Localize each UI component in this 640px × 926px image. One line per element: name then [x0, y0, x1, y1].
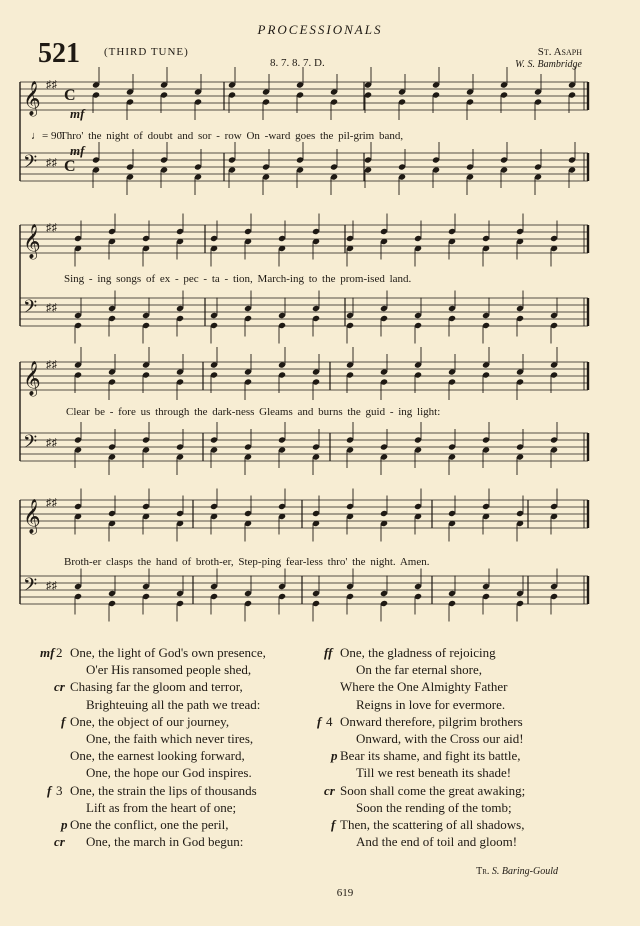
svg-text:♯♯: ♯♯: [46, 79, 57, 91]
verse-dynamic: mf: [40, 645, 55, 660]
verse-line: One, the faith which never tires,: [86, 731, 254, 746]
verse-line: O'er His ransomed people shed,: [86, 662, 252, 678]
svg-text:♯♯: ♯♯: [46, 302, 57, 314]
verse-line: On the far eternal shore,: [356, 662, 482, 678]
svg-text:𝄢: 𝄢: [23, 575, 38, 600]
section-title: PROCESSIONALS: [257, 22, 383, 37]
lyric-line-1: Thro' the night of doubt and sor - row On -ward goes the pil-grim band,: [60, 130, 404, 142]
verse-line: One, the earnest looking forward,: [70, 748, 245, 764]
verse-line: One, the light of God's own presence,: [70, 645, 266, 660]
tune-label: (THIRD TUNE): [104, 46, 189, 58]
translator-credit: [476, 866, 558, 877]
verse-line: Where the One Almighty Father: [340, 679, 508, 695]
svg-text:𝄢: 𝄢: [23, 297, 38, 322]
verse-line: Brighteuing all the path we tread:: [86, 696, 261, 712]
verse-dynamic: p: [331, 748, 338, 764]
verse-dynamic: f: [61, 713, 66, 729]
verse-line: Soon the rending of the tomb;: [356, 799, 512, 815]
svg-text:𝄞: 𝄞: [23, 81, 41, 116]
svg-text:♯♯: ♯♯: [46, 222, 57, 234]
verse-dynamic: cr: [324, 782, 335, 798]
credit-prefix: Tr.: [476, 866, 490, 877]
svg-text:𝄞: 𝄞: [23, 361, 41, 396]
svg-text:𝄞: 𝄞: [23, 224, 41, 259]
verse-line: Onward, with the Cross our aid!: [356, 731, 524, 746]
credit-author: S. Baring-Gould: [491, 866, 558, 877]
verse-dynamic: f: [47, 782, 52, 798]
svg-text:♯♯: ♯♯: [46, 359, 57, 371]
verse-line: One the conflict, one the peril,: [70, 817, 229, 832]
verses: [0, 644, 640, 864]
svg-text:C: C: [64, 87, 76, 104]
verse-line: Chasing far the gloom and terror,: [70, 679, 243, 695]
verse-dynamic: ff: [324, 645, 333, 660]
svg-text:♯♯: ♯♯: [46, 437, 57, 449]
verse-line: Then, the scattering of all shadows,: [340, 817, 525, 832]
svg-text:C: C: [64, 158, 76, 175]
verse-line: Lift as from the heart of one;: [86, 799, 237, 815]
verse-line: Reigns in love for evermore.: [356, 696, 506, 712]
verse-line: Bear its shame, and fight its battle,: [340, 748, 521, 764]
verse-line: And the end of toil and gloom!: [356, 834, 518, 850]
lyric-line-2: Sing - ing songs of ex - pec - ta - tion, March-ing to the prom-ised land.: [64, 273, 412, 285]
hymn-number: 521: [38, 38, 80, 69]
verse-number: 3: [56, 782, 63, 798]
svg-text:♯♯: ♯♯: [46, 157, 57, 169]
verse-dynamic: cr: [54, 834, 65, 850]
verse-line: Soon shall come the great awaking;: [340, 782, 526, 798]
verse-dynamic: p: [61, 817, 68, 832]
lyric-line-3: Clear be - fore us through the dark-ness Gleams and burns the guid - ing light:: [66, 406, 441, 418]
dynamic-marking-bass: mf: [70, 143, 85, 158]
verse-line: One, the strain the lips of thousands: [70, 782, 257, 798]
verse-dynamic: f: [331, 817, 336, 832]
verse-dynamic: cr: [54, 679, 65, 695]
svg-text:♯♯: ♯♯: [46, 580, 57, 592]
verse-line: One, the march in God begun:: [86, 834, 244, 850]
verse-line: Onward therefore, pilgrim brothers: [340, 713, 523, 729]
page-number: 619: [336, 887, 354, 899]
verse-number: 2: [56, 645, 63, 660]
dynamic-marking: mf: [70, 106, 85, 121]
meter: 8. 7. 8. 7. D.: [270, 57, 325, 69]
tempo-marking: ♩= 90.: [31, 130, 65, 142]
svg-text:♯♯: ♯♯: [46, 497, 57, 509]
svg-text:𝄢: 𝄢: [23, 152, 38, 177]
verse-dynamic: f: [317, 713, 322, 729]
verse-line: Till we rest beneath its shade!: [356, 765, 512, 781]
svg-text:𝄞: 𝄞: [23, 499, 41, 534]
verse-line: One, the object of our journey,: [70, 713, 230, 729]
verse-line: One, the hope our God inspires.: [86, 765, 252, 781]
svg-text:𝄢: 𝄢: [23, 432, 38, 457]
verse-number: 4: [326, 713, 333, 729]
composer: W. S. Bambridge: [515, 59, 582, 70]
tune-name: St. Asaph: [537, 46, 582, 58]
verse-line: One, the gladness of rejoicing: [340, 645, 496, 660]
lyric-line-4: Broth-er clasps the hand of broth-er, Step-ping fear-less thro' the night. Amen.: [64, 556, 430, 568]
